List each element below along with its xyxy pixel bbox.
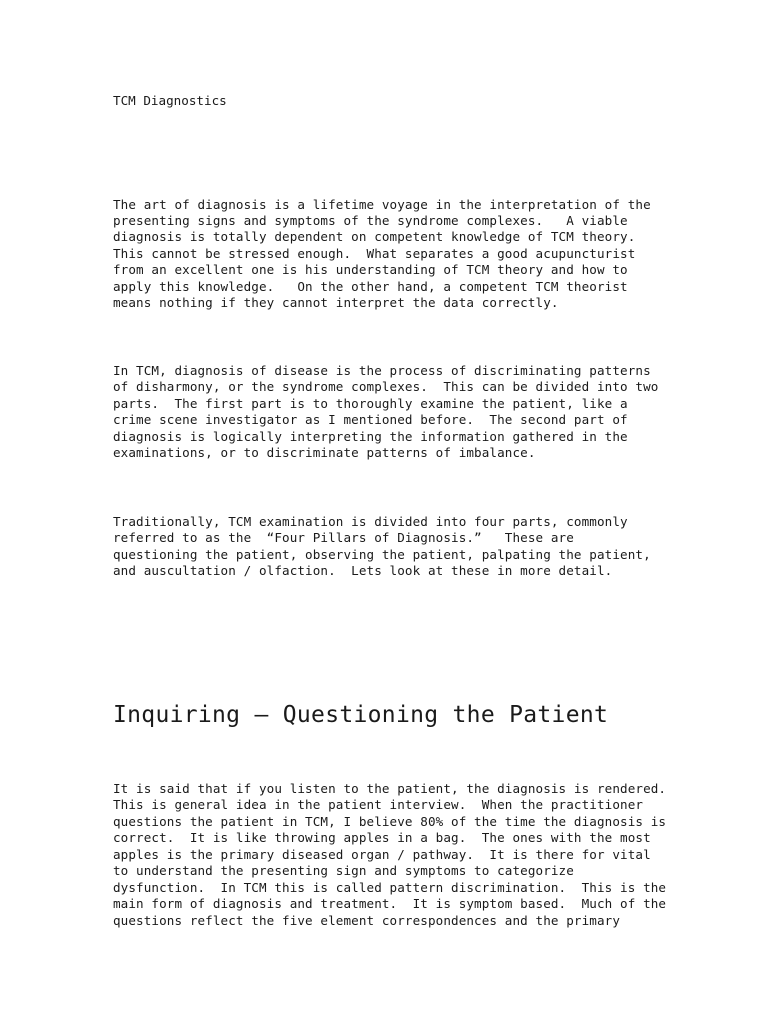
paragraph-line: questions reflect the five element correspondences and the primary [113, 913, 621, 928]
paragraph-line: referred to as the “Four Pillars of Diagnosis.” These are [113, 530, 574, 545]
paragraph-line: to understand the presenting sign and symptoms to categorize [113, 863, 574, 878]
paragraph-line: apples is the primary diseased organ / pathway. It is there for vital [113, 847, 651, 862]
paragraph-line: This is general idea in the patient interview. When the practitioner [113, 797, 644, 812]
paragraph-line: diagnosis is logically interpreting the information gathered in the [113, 429, 628, 444]
paragraph-line: main form of diagnosis and treatment. It is symptom based. Much of the [113, 896, 667, 911]
paragraph-line: examinations, or to discriminate patterns of imbalance. [113, 445, 536, 460]
paragraph-line: questions the patient in TCM, I believe 80% of the time the diagnosis is [113, 814, 667, 829]
paragraph-line: apply this knowledge. On the other hand, a competent TCM theorist [113, 279, 628, 294]
document-title: TCM Diagnostics [113, 93, 227, 108]
paragraph-line: presenting signs and symptoms of the syndrome complexes. A viable [113, 213, 628, 228]
paragraph-line: parts. The first part is to thoroughly examine the patient, like a [113, 396, 628, 411]
paragraph-line: It is said that if you listen to the patient, the diagnosis is rendered. [113, 781, 667, 796]
paragraph-line: and auscultation / olfaction. Lets look at these in more detail. [113, 563, 613, 578]
paragraph-line: Traditionally, TCM examination is divided into four parts, commonly [113, 514, 628, 529]
paragraph-line: crime scene investigator as I mentioned before. The second part of [113, 412, 628, 427]
paragraph-line: means nothing if they cannot interpret the data correctly. [113, 295, 559, 310]
paragraph-line: diagnosis is totally dependent on competent knowledge of TCM theory. [113, 229, 636, 244]
section-heading: Inquiring — Questioning the Patient [113, 702, 609, 728]
paragraph-line: questioning the patient, observing the patient, palpating the patient, [113, 547, 651, 562]
paragraph-line: This cannot be stressed enough. What separates a good acupuncturist [113, 246, 636, 261]
paragraph-line: dysfunction. In TCM this is called pattern discrimination. This is the [113, 880, 667, 895]
paragraph-line: from an excellent one is his understanding of TCM theory and how to [113, 262, 628, 277]
paragraph-line: The art of diagnosis is a lifetime voyage in the interpretation of the [113, 197, 651, 212]
paragraph-line: In TCM, diagnosis of disease is the process of discriminating patterns [113, 363, 651, 378]
paragraph-line: correct. It is like throwing apples in a bag. The ones with the most [113, 830, 651, 845]
paragraph-line: of disharmony, or the syndrome complexes. This can be divided into two [113, 379, 659, 394]
